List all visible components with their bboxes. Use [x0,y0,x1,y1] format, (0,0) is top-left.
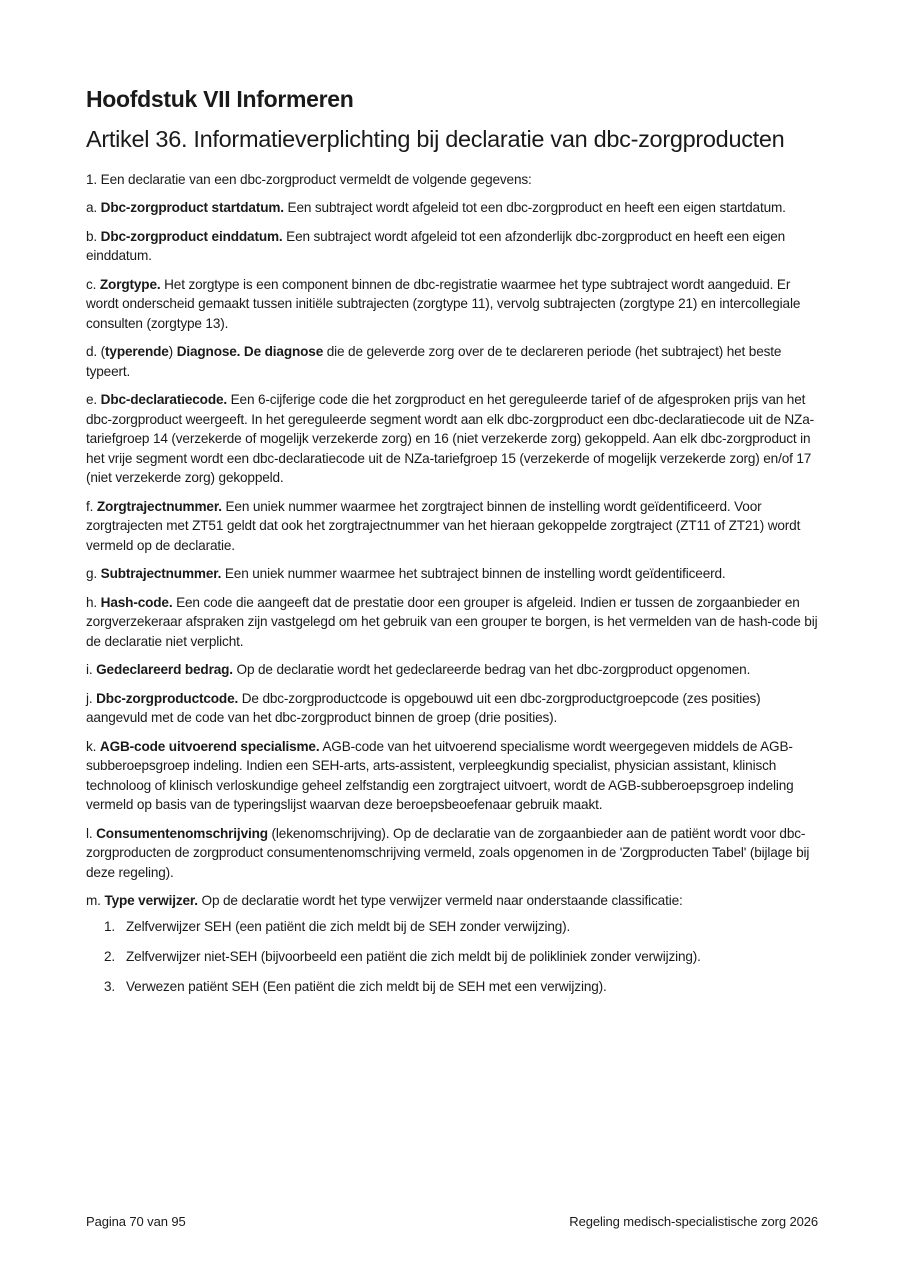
item-term: Dbc-zorgproductcode. [96,690,239,706]
item-term: typerende [105,344,169,359]
chapter-title: Hoofdstuk VII Informeren [86,86,354,112]
data-items-list [86,198,818,911]
item-term: Subtrajectnummer. [100,566,222,581]
list-item: a. Dbc-zorgproduct startdatum. Een subtraject wordt afgeleid tot een dbc-zorgproduct en heeft een eigen startdatum. [86,200,786,215]
article-intro: 1. Een declaratie van een dbc-zorgproduct vermeldt de volgende gegevens: [86,172,532,187]
list-item: c. Zorgtype. Het zorgtype is een component binnen de dbc-registratie waarmee het type subtraject wordt aangeduid. Er wordt onderscheid gemaakt tussen initiële subtrajecten (zorgtype 11), vervolg subtrajecten (zorgtype 21) en intercollegiale consulten (zorgtype 13). [86,276,801,331]
page-footer [86,1214,818,1229]
item-term: Zorgtrajectnummer. [96,498,222,514]
list-item: d. (typerende) Diagnose. De diagnose die de geleverde zorg over de te declareren periode (het subtraject) het beste typeert. [86,344,782,379]
item-term: Dbc-declaratiecode. [100,392,228,407]
list-item: i. Gedeclareerd bedrag. Op de declaratie wordt het gedeclareerde bedrag van het dbc-zorgproduct opgenomen. [86,662,751,677]
document-title: Regeling medisch-specialistische zorg 2026 [569,1214,818,1229]
article-title: Artikel 36. Informatieverplichting bij declaratie van dbc-zorgproducten [86,126,785,152]
list-item: h. Hash-code. Een code die aangeeft dat de prestatie door een grouper is afgeleid. Indien er tussen de zorgaanbieder en zorgverzekeraar afspraken zijn vastgelegd om het gebruik van een grouper te borgen, is het vermelden van de hash-code bij de declaratie niet verplicht. [86,594,818,649]
page-number: Pagina 70 van 95 [86,1214,186,1229]
list-item: g. Subtrajectnummer. Een uniek nummer waarmee het subtraject binnen de instelling wordt geïdentificeerd. [86,566,726,581]
list-item: j. Dbc-zorgproductcode. De dbc-zorgproductcode is opgebouwd uit een dbc-zorgproductgroepcode (zes posities) aangevuld met de code van het dbc-zorgproduct binnen de groep (drie posities). [86,690,761,725]
list-item: m. Type verwijzer. Op de declaratie wordt het type verwijzer vermeld naar onderstaande classificatie: [86,893,683,908]
item-term: Gedeclareerd bedrag. [96,662,233,677]
list-item: b. Dbc-zorgproduct einddatum. Een subtraject wordt afgeleid tot een afzonderlijk dbc-zorgproduct en heeft een eigen einddatum. [86,228,786,263]
list-item: f. Zorgtrajectnummer. Een uniek nummer waarmee het zorgtraject binnen de instelling wordt geïdentificeerd. Voor zorgtrajecten met ZT51 geldt dat ook het zorgtrajectnummer van het hieraan gekoppelde zorgtraject (ZT11 of ZT21) wordt vermeld op de declaratie. [86,498,801,553]
item-term: Type verwijzer. [104,893,198,908]
item-term: Consumentenomschrijving [96,825,268,841]
referrer-type-item: 3. Verwezen patiënt SEH (Een patiënt die zich meldt bij de SEH met een verwijzing). [104,978,607,994]
item-term: AGB-code uitvoerend specialisme. [99,738,320,754]
item-term: Diagnose. De diagnose [176,344,324,359]
referrer-type-list [86,917,818,996]
document-page [86,84,818,1007]
item-term: Dbc-zorgproduct einddatum. [100,228,283,244]
referrer-type-item: 2. Zelfverwijzer niet-SEH (bijvoorbeeld een patiënt die zich meldt bij de polikliniek zonder verwijzing). [104,948,701,964]
referrer-type-item: 1. Zelfverwijzer SEH (een patiënt die zich meldt bij de SEH zonder verwijzing). [104,918,571,934]
list-item: k. AGB-code uitvoerend specialisme. AGB-code van het uitvoerend specialisme wordt weergegeven middels de AGB-subberoepsgroep indeling. Indien een SEH-arts, arts-assistent, verpleegkundig specialist, physician assistant, klinisch technoloog of klinisch verloskundige geheel zelfstandig een zorgtraject uitvoert, wordt de AGB-subberoepsgroep indeling vermeld op basis van de typeringslijst waarvan deze beroepsbeoefenaar gebruik maakt. [86,738,794,812]
item-term: Zorgtype. [99,276,161,292]
list-item: l. Consumentenomschrijving (lekenomschrijving). Op de declaratie van de zorgaanbieder aan de patiënt wordt voor dbc-zorgproducten de zorgproduct consumentenomschrijving vermeld, zoals opgenomen in de 'Zorgproducten Tabel' (bijlage bij deze regeling). [86,825,810,880]
item-term: Dbc-zorgproduct startdatum. [100,200,284,215]
list-item: e. Dbc-declaratiecode. Een 6-cijferige code die het zorgproduct en het gereguleerde tarief of de afgesproken prijs van het dbc-zorgproduct weergeeft. In het gereguleerde segment wordt aan elk dbc-zorgproduct een dbc-declaratiecode uit de NZa-tariefgroep 14 (verzekerde of mogelijk verzekerde zorg) en 16 (niet verzekerde zorg) gekoppeld. Aan elk dbc-zorgproduct in het vrije segment wordt een dbc-declaratiecode uit de NZa-tariefgroep 15 (verzekerde of mogelijk verzekerde zorg) en/of 17 (niet verzekerde zorg) gekoppeld. [86,392,814,485]
item-term: Hash-code. [100,594,173,610]
